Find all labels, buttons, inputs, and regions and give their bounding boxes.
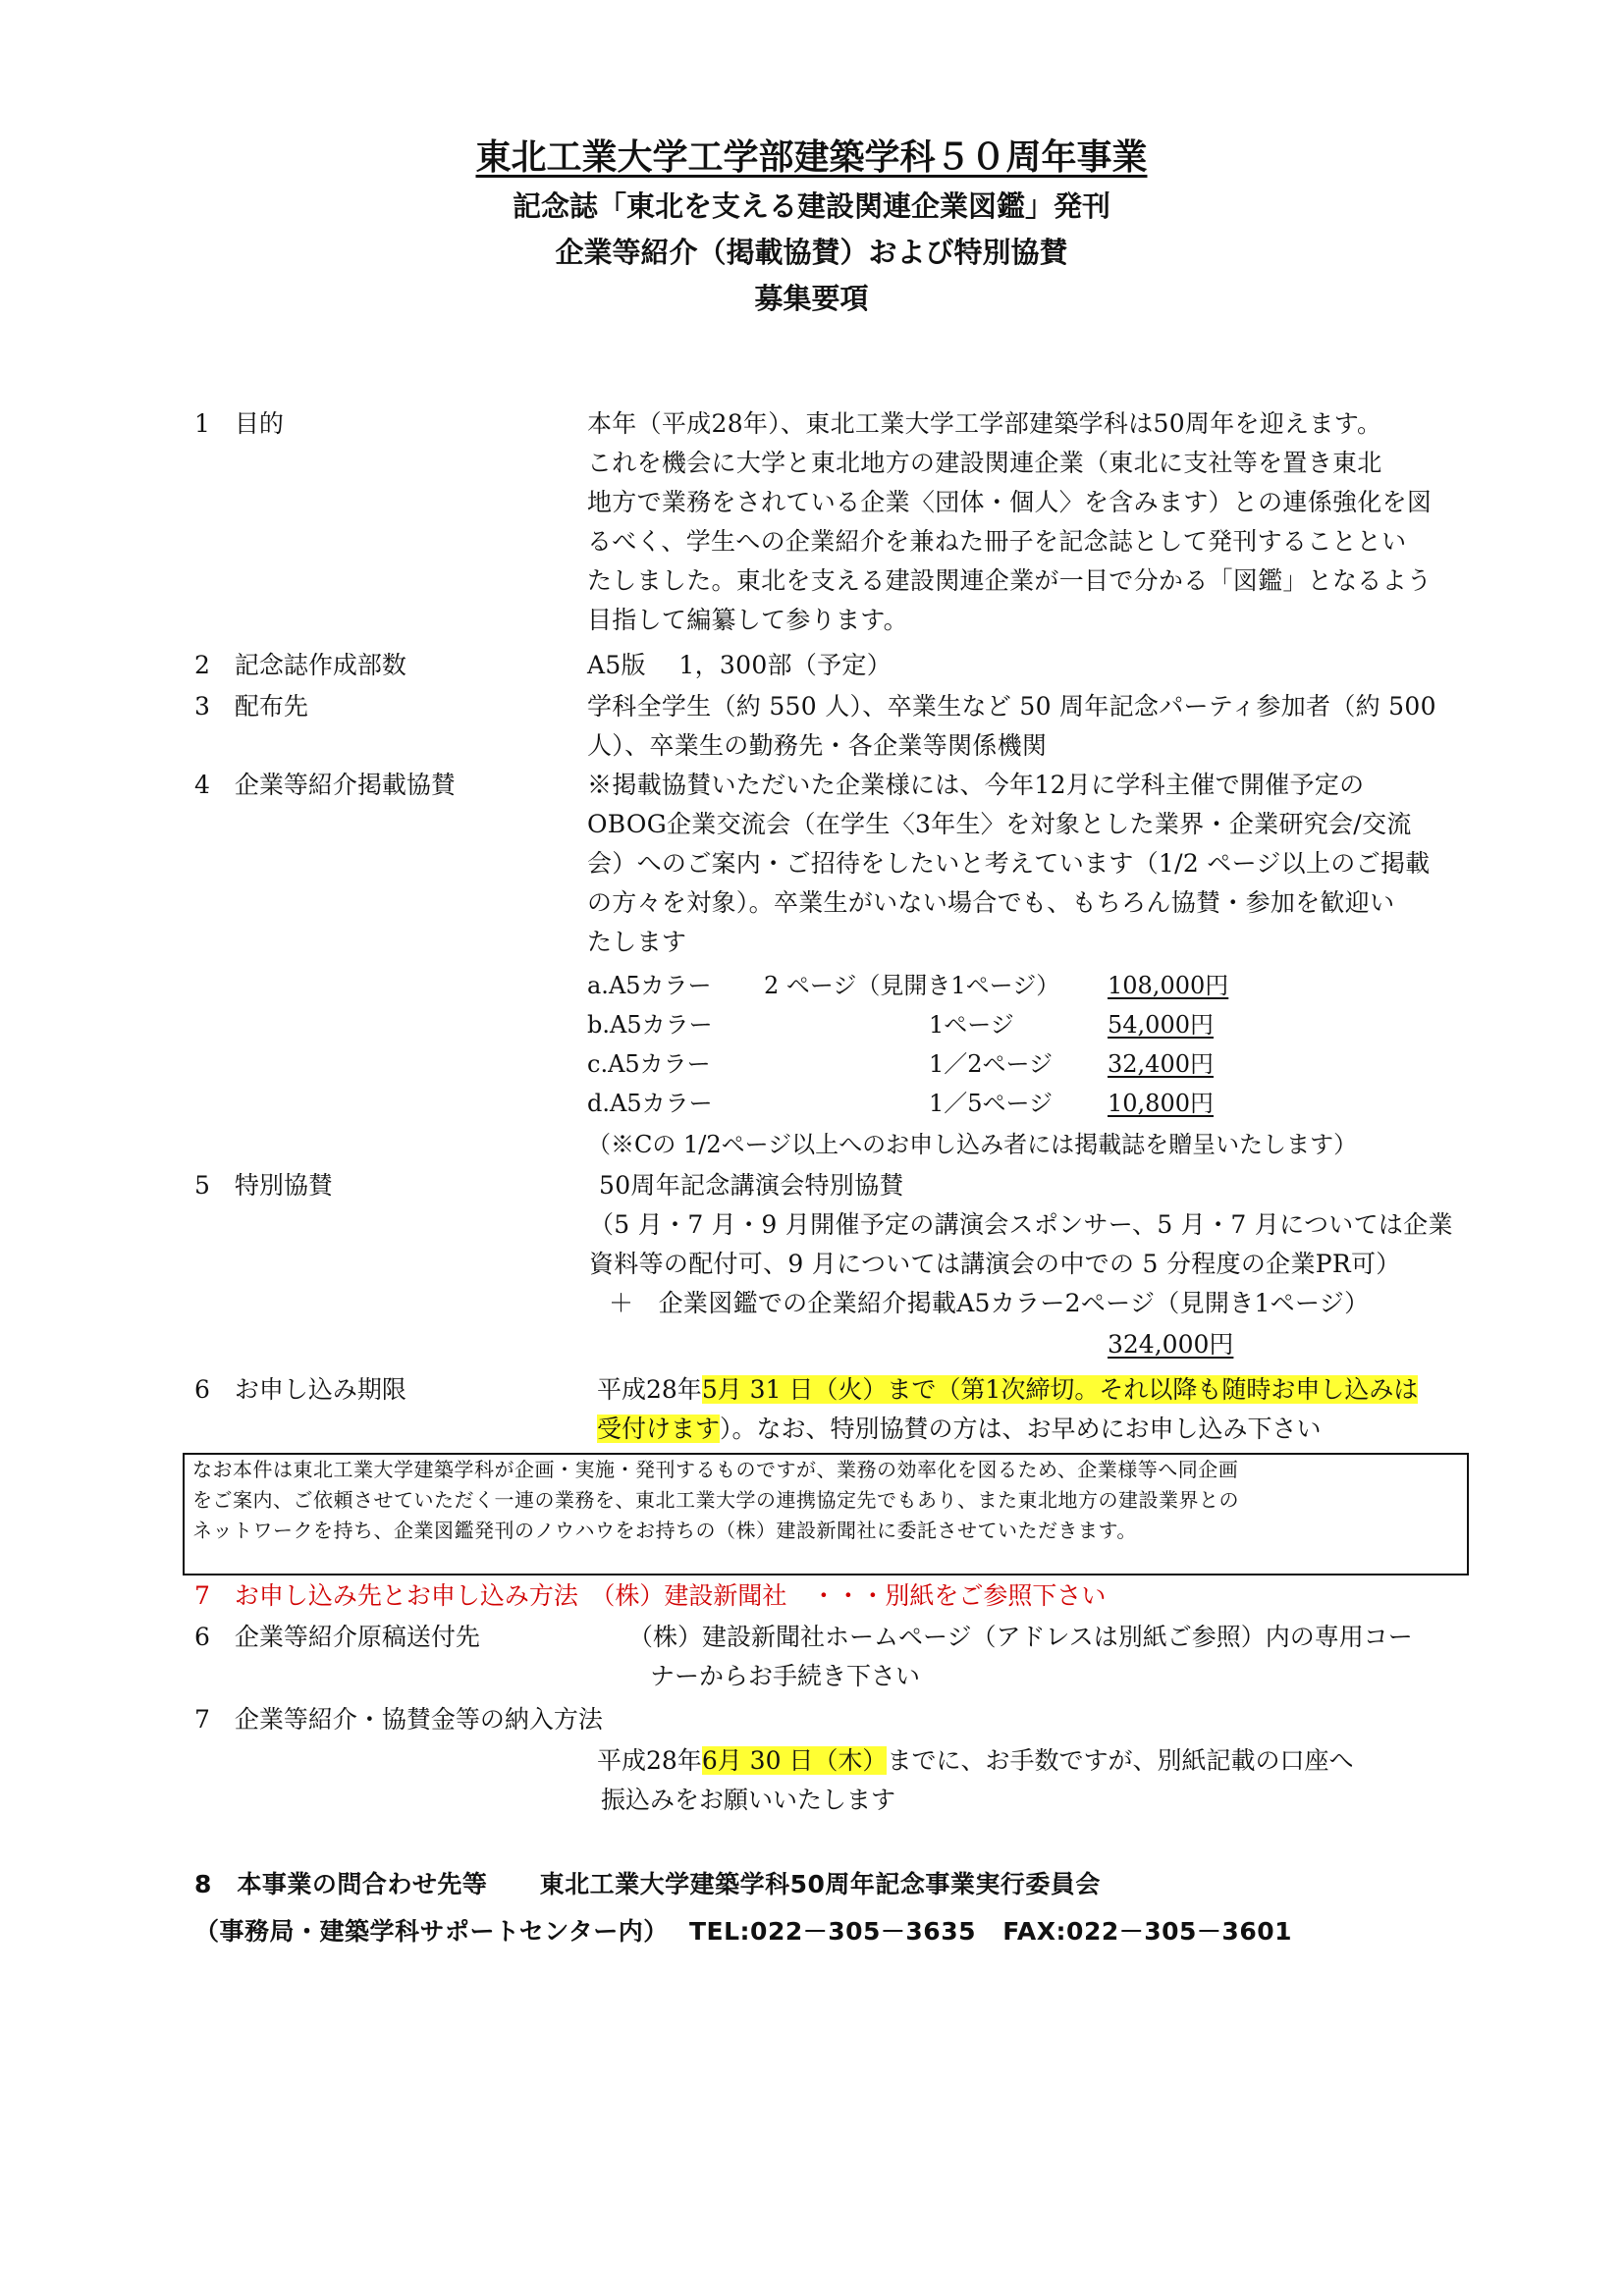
submission-line: （株）建設新聞社ホームページ（アドレスは別紙ご参照）内の専用コー — [628, 1623, 1413, 1651]
section-1-line: これを機会に大学と東北地方の建設関連企業（東北に支社等を置き東北 — [587, 449, 1382, 477]
payment-text: までに、お手数ですが、別紙記載の口座へ — [887, 1746, 1354, 1775]
price-row-d — [587, 1084, 1214, 1123]
section-4-line: 会）へのご案内・ご招待をしたいと考えています（1/2 ページ以上のご掲載 — [587, 849, 1431, 878]
section-5-label: 5 特別協賛 — [194, 1171, 333, 1200]
contact-fax: FAX:022－305－3601 — [1002, 1917, 1292, 1946]
section-1-label: 1 目的 — [194, 409, 284, 438]
section-1-line: 地方で業務をされている企業〈団体・個人〉を含みます）との連係強化を図 — [587, 488, 1433, 516]
section-2-value: A5版 1，300部（予定） — [587, 651, 893, 679]
price-item-name: b.A5カラー — [587, 1011, 713, 1039]
price-row-b — [587, 1005, 1214, 1044]
section-1-body — [587, 404, 1471, 640]
section-5-line: 資料等の配付可、9 月については講演会の中での 5 分程度の企業PR可） — [589, 1250, 1401, 1278]
document-title-block — [0, 133, 1623, 322]
section-4-line: の方々を対象）。卒業生がいない場合でも、もちろん協賛・参加を歓迎い — [587, 888, 1395, 917]
section-1-line: るべく、学生への企業紹介を兼ねた冊子を記念誌として発刊することとい — [587, 527, 1407, 556]
section-5-body — [589, 1166, 1483, 1323]
section-3-line: 人）、卒業生の勤務先・各企業等関係機関 — [587, 731, 1048, 760]
submission-line: ナーからお手続き下さい — [650, 1662, 921, 1690]
section-4-line: OBOG企業交流会（在学生〈3年生〉を対象とした業界・企業研究会/交流 — [587, 810, 1412, 838]
deadline-highlight: 5月 31 日（火）まで（第1次締切。それ以降も随時お申し込みは — [701, 1375, 1419, 1404]
deadline-highlight: 受付けます — [597, 1415, 721, 1443]
section-4-body — [587, 766, 1471, 962]
section-2-label: 2 記念誌作成部数 — [194, 651, 406, 679]
price-item-price: 54,000円 — [1108, 1011, 1214, 1039]
section-3-line: 学科全学生（約 550 人）、卒業生など 50 周年記念パーティ参加者（約 500 — [587, 692, 1436, 721]
payment-deadline-highlight: 6月 30 日（木） — [701, 1746, 888, 1775]
main-title: 東北工業大学工学部建築学科５０周年事業 — [475, 137, 1148, 178]
contact-tel: TEL:022－305－3635 — [688, 1917, 976, 1946]
payment-label: 7 企業等紹介・協賛金等の納入方法 — [194, 1705, 603, 1734]
section-1-line: 本年（平成28年）、東北工業大学工学部建築学科は50周年を迎えます。 — [587, 409, 1382, 438]
deadline-year: 平成28年 — [597, 1375, 702, 1404]
contact-office: （事務局・建築学科サポートセンター内） — [194, 1917, 669, 1946]
application-method-line: 7 お申し込み先とお申し込み方法 （株）建設新聞社 ・・・別紙をご参照下さい — [194, 1581, 1107, 1610]
section-1-line: たしました。東北を支える建設関連企業が一目で分かる「図鑑」となるよう — [587, 566, 1433, 595]
submission-label: 6 企業等紹介原稿送付先 — [194, 1623, 480, 1651]
price-item-name: d.A5カラー — [587, 1090, 713, 1117]
section-5-line: 50周年記念講演会特別協賛 — [599, 1171, 904, 1200]
section-3-body — [587, 687, 1471, 766]
subtitle-2: 企業等紹介（掲載協賛）および特別協賛 — [555, 236, 1068, 269]
contact-label: 8 本事業の問合わせ先等 — [194, 1870, 488, 1898]
price-item-price: 32,400円 — [1108, 1050, 1214, 1078]
deadline-line-1 — [597, 1370, 1418, 1410]
notice-line: ネットワークを持ち、企業図鑑発刊のノウハウをお持ちの（株）建設新聞社に委託させていただきます。 — [192, 1519, 1137, 1542]
outsourcing-notice-box — [183, 1453, 1469, 1575]
price-item-price: 10,800円 — [1108, 1090, 1214, 1117]
price-item-price: 108,000円 — [1108, 972, 1229, 999]
subtitle-3: 募集要項 — [754, 282, 869, 315]
payment-line-2: 振込みをお願いいたします — [601, 1786, 896, 1814]
submission-body — [628, 1618, 1413, 1696]
section-4-line: たします — [587, 928, 687, 956]
payment-year: 平成28年 — [597, 1746, 702, 1775]
section-5-line: （5 月・7 月・9 月開催予定の講演会スポンサー、5 月・7 月については企業 — [589, 1210, 1453, 1239]
notice-line: なお本件は東北工業大学建築学科が企画・実施・発刊するものですが、業務の効率化を図るため、企業様等へ同企画 — [192, 1458, 1239, 1481]
price-row-c — [587, 1044, 1214, 1084]
section-1-line: 目指して編纂して参ります。 — [587, 606, 908, 634]
payment-line-1 — [597, 1741, 1353, 1781]
contact-org: 東北工業大学建築学科50周年記念事業実行委員会 — [539, 1870, 1101, 1898]
price-item-pages: 1ページ — [929, 1011, 1014, 1039]
price-item-name: a.A5カラー — [587, 972, 712, 999]
contact-line-2 — [194, 1912, 1292, 1951]
price-item-pages: 1／2ページ — [929, 1050, 1054, 1078]
section-6-label: 6 お申し込み期限 — [194, 1375, 406, 1404]
notice-line: をご案内、ご依頼させていただく一連の業務を、東北工業大学の連携協定先でもあり、また東北地方の建設業界との — [192, 1488, 1239, 1512]
price-item-pages: 2 ページ（見開き1ページ） — [764, 972, 1060, 999]
price-item-pages: 1／5ページ — [929, 1090, 1054, 1117]
section-5-line: ＋ 企業図鑑での企業紹介掲載A5カラー2ページ（見開き1ページ） — [609, 1289, 1370, 1317]
price-item-name: c.A5カラー — [587, 1050, 711, 1078]
section-3-label: 3 配布先 — [194, 692, 308, 721]
section-4-line: ※掲載協賛いただいた企業様には、今年12月に学科主催で開催予定の — [587, 771, 1365, 799]
contact-line-1 — [194, 1865, 1101, 1904]
price-row-a — [587, 966, 1229, 1005]
subtitle-1: 記念誌「東北を支える建設関連企業図鑑」発刊 — [512, 189, 1110, 223]
price-note: （※Cの 1/2ページ以上へのお申し込み者には掲載誌を贈呈いたします） — [587, 1131, 1358, 1158]
section-4-label: 4 企業等紹介掲載協賛 — [194, 771, 456, 799]
deadline-line-2 — [597, 1410, 1322, 1449]
section-5-price: 324,000円 — [1108, 1330, 1234, 1359]
deadline-note: ）。なお、特別協賛の方は、お早めにお申し込み下さい — [720, 1415, 1322, 1443]
